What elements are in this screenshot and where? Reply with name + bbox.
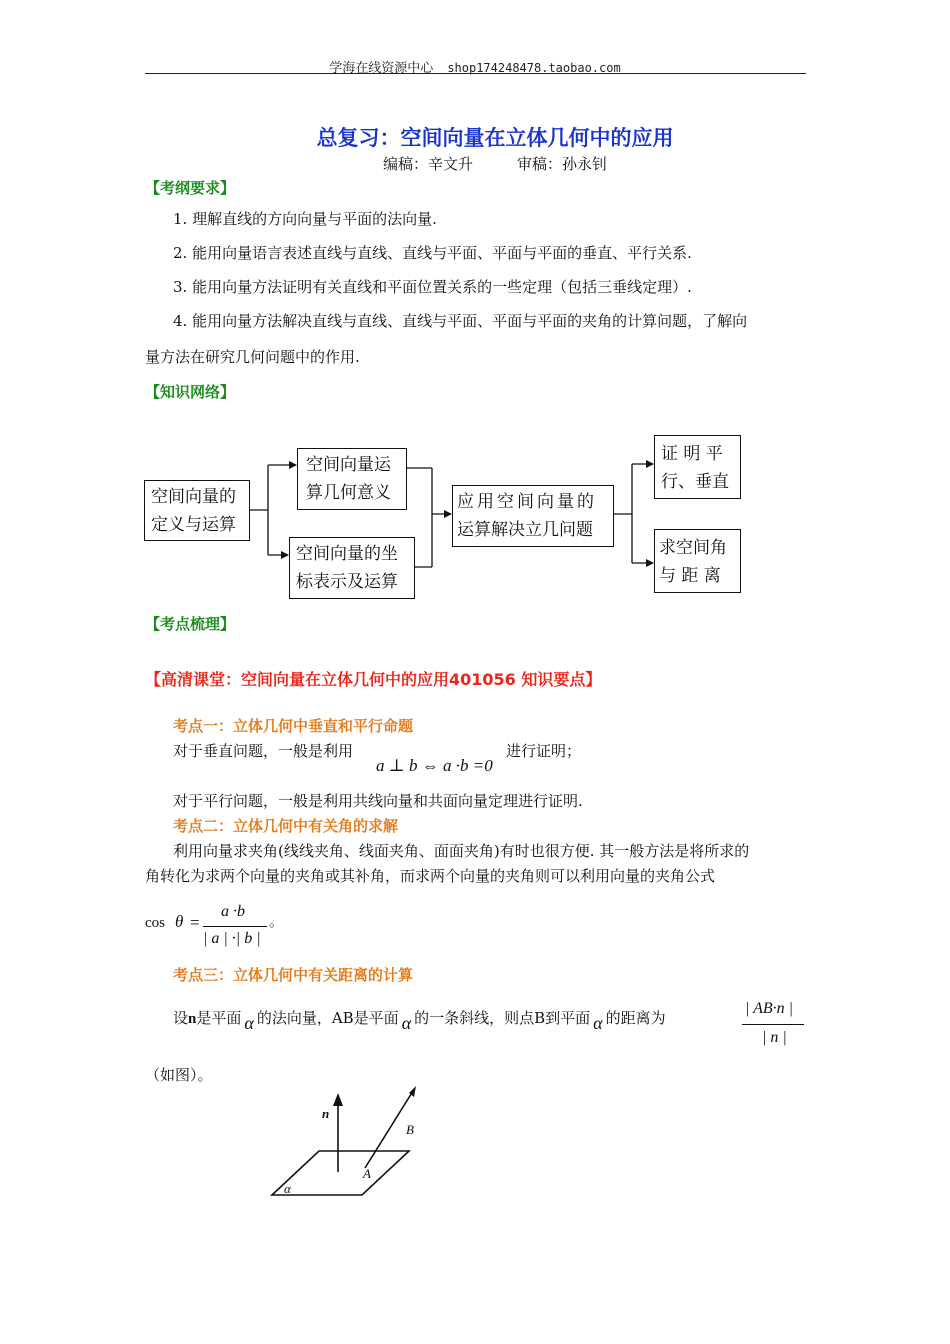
point1-line1-pre: 对于垂直问题，一般是利用 bbox=[173, 742, 354, 760]
requirement-1: 1. 理解直线的方向向量与平面的法向量. bbox=[173, 210, 437, 228]
p3-text1: 设 bbox=[173, 1009, 189, 1027]
header-shop: shop174248478.taobao.com bbox=[447, 61, 621, 75]
box1-line1: 空间向量的 bbox=[151, 487, 236, 507]
section-network: 【知识网络】 bbox=[145, 383, 236, 401]
box4-line1: 应用空间向量的 bbox=[457, 492, 597, 512]
point1-title: 考点一：立体几何中垂直和平行命题 bbox=[173, 717, 414, 735]
p3-n: n bbox=[188, 1011, 197, 1027]
box2-line2: 算几何意义 bbox=[306, 483, 391, 503]
p3-text5: 的距离为 bbox=[605, 1009, 666, 1027]
p3-text4: 的一条斜线，则点B到平面 bbox=[414, 1009, 591, 1027]
reviewer: 审稿：孙永钊 bbox=[517, 155, 608, 173]
hd-class-title: 【高清课堂：空间向量在立体几何中的应用401056 知识要点】 bbox=[145, 670, 602, 689]
cos-denominator: | a | ·| b | bbox=[203, 930, 261, 947]
editor: 编稿：辛文升 bbox=[382, 155, 473, 173]
p3-text2: 是平面 bbox=[196, 1009, 242, 1027]
cos-label: cos bbox=[145, 915, 165, 931]
plane-alpha bbox=[272, 1151, 409, 1195]
figure-b-label: B bbox=[406, 1122, 414, 1137]
p3-alpha1: α bbox=[244, 1013, 254, 1033]
box6-line2: 与 距 离 bbox=[659, 566, 721, 586]
header-site: 学海在线资源中心 bbox=[329, 61, 434, 76]
box6-line1: 求空间角 bbox=[659, 538, 727, 558]
box3-line2: 标表示及运算 bbox=[296, 572, 398, 592]
p3-text3: 的法向量，AB是平面 bbox=[256, 1009, 399, 1027]
requirement-4-cont: 量方法在研究几何问题中的作用. bbox=[145, 348, 360, 366]
section-requirements: 【考纲要求】 bbox=[145, 179, 236, 197]
box2-line1: 空间向量运 bbox=[306, 455, 391, 475]
equals-sign: = bbox=[190, 913, 200, 932]
point1-line1-post: 进行证明； bbox=[506, 742, 582, 760]
p3-alpha2: α bbox=[401, 1013, 412, 1033]
theta-symbol: θ bbox=[175, 912, 184, 931]
point2-title: 考点二：立体几何中有关角的求解 bbox=[173, 817, 399, 835]
box5-line1: 证 明 平 bbox=[661, 444, 723, 464]
point3-title: 考点三：立体几何中有关距离的计算 bbox=[173, 966, 414, 984]
cos-numerator: a ·b bbox=[221, 903, 245, 920]
figure-a-label: A bbox=[363, 1166, 371, 1181]
normal-arrowhead bbox=[333, 1093, 343, 1106]
point2-line1: 利用向量求夹角(线线夹角、线面夹角、面面夹角)有时也很方便. 其一般方法是将所求的 bbox=[173, 842, 750, 860]
requirement-2: 2. 能用向量语言表述直线与直线、直线与平面、平面与平面的垂直、平行关系. bbox=[173, 244, 692, 262]
box3-line1: 空间向量的坐 bbox=[296, 544, 398, 564]
section-points: 【考点梳理】 bbox=[145, 615, 236, 633]
dist-numerator: | AB·n | bbox=[745, 1000, 794, 1017]
cos-period: 。 bbox=[269, 914, 285, 930]
box1-line2: 定义与运算 bbox=[151, 515, 236, 535]
figure-n-label: n bbox=[322, 1106, 330, 1121]
point2-line2: 角转化为求两个向量的夹角或其补角，而求两个向量的夹角则可以利用向量的夹角公式 bbox=[145, 867, 716, 885]
point1-formula: a ⊥ b ⇔ a ·b =0 bbox=[376, 756, 493, 775]
page-title: 总复习：空间向量在立体几何中的应用 bbox=[316, 126, 674, 150]
requirement-4: 4. 能用向量方法解决直线与直线、直线与平面、平面与平面的夹角的计算问题，了解向 bbox=[173, 312, 748, 330]
box4-line2: 运算解决立几问题 bbox=[457, 520, 593, 540]
point3-line2: （如图）。 bbox=[145, 1066, 213, 1084]
dist-denominator: | n | bbox=[762, 1029, 787, 1046]
figure-alpha-label: α bbox=[284, 1181, 291, 1196]
requirement-3: 3. 能用向量方法证明有关直线和平面位置关系的一些定理（包括三垂线定理）. bbox=[173, 278, 692, 296]
box5-line2: 行、垂直 bbox=[661, 472, 729, 492]
p3-alpha3: α bbox=[593, 1013, 603, 1033]
point1-line2: 对于平行问题，一般是利用共线向量和共面向量定理进行证明. bbox=[173, 792, 583, 810]
